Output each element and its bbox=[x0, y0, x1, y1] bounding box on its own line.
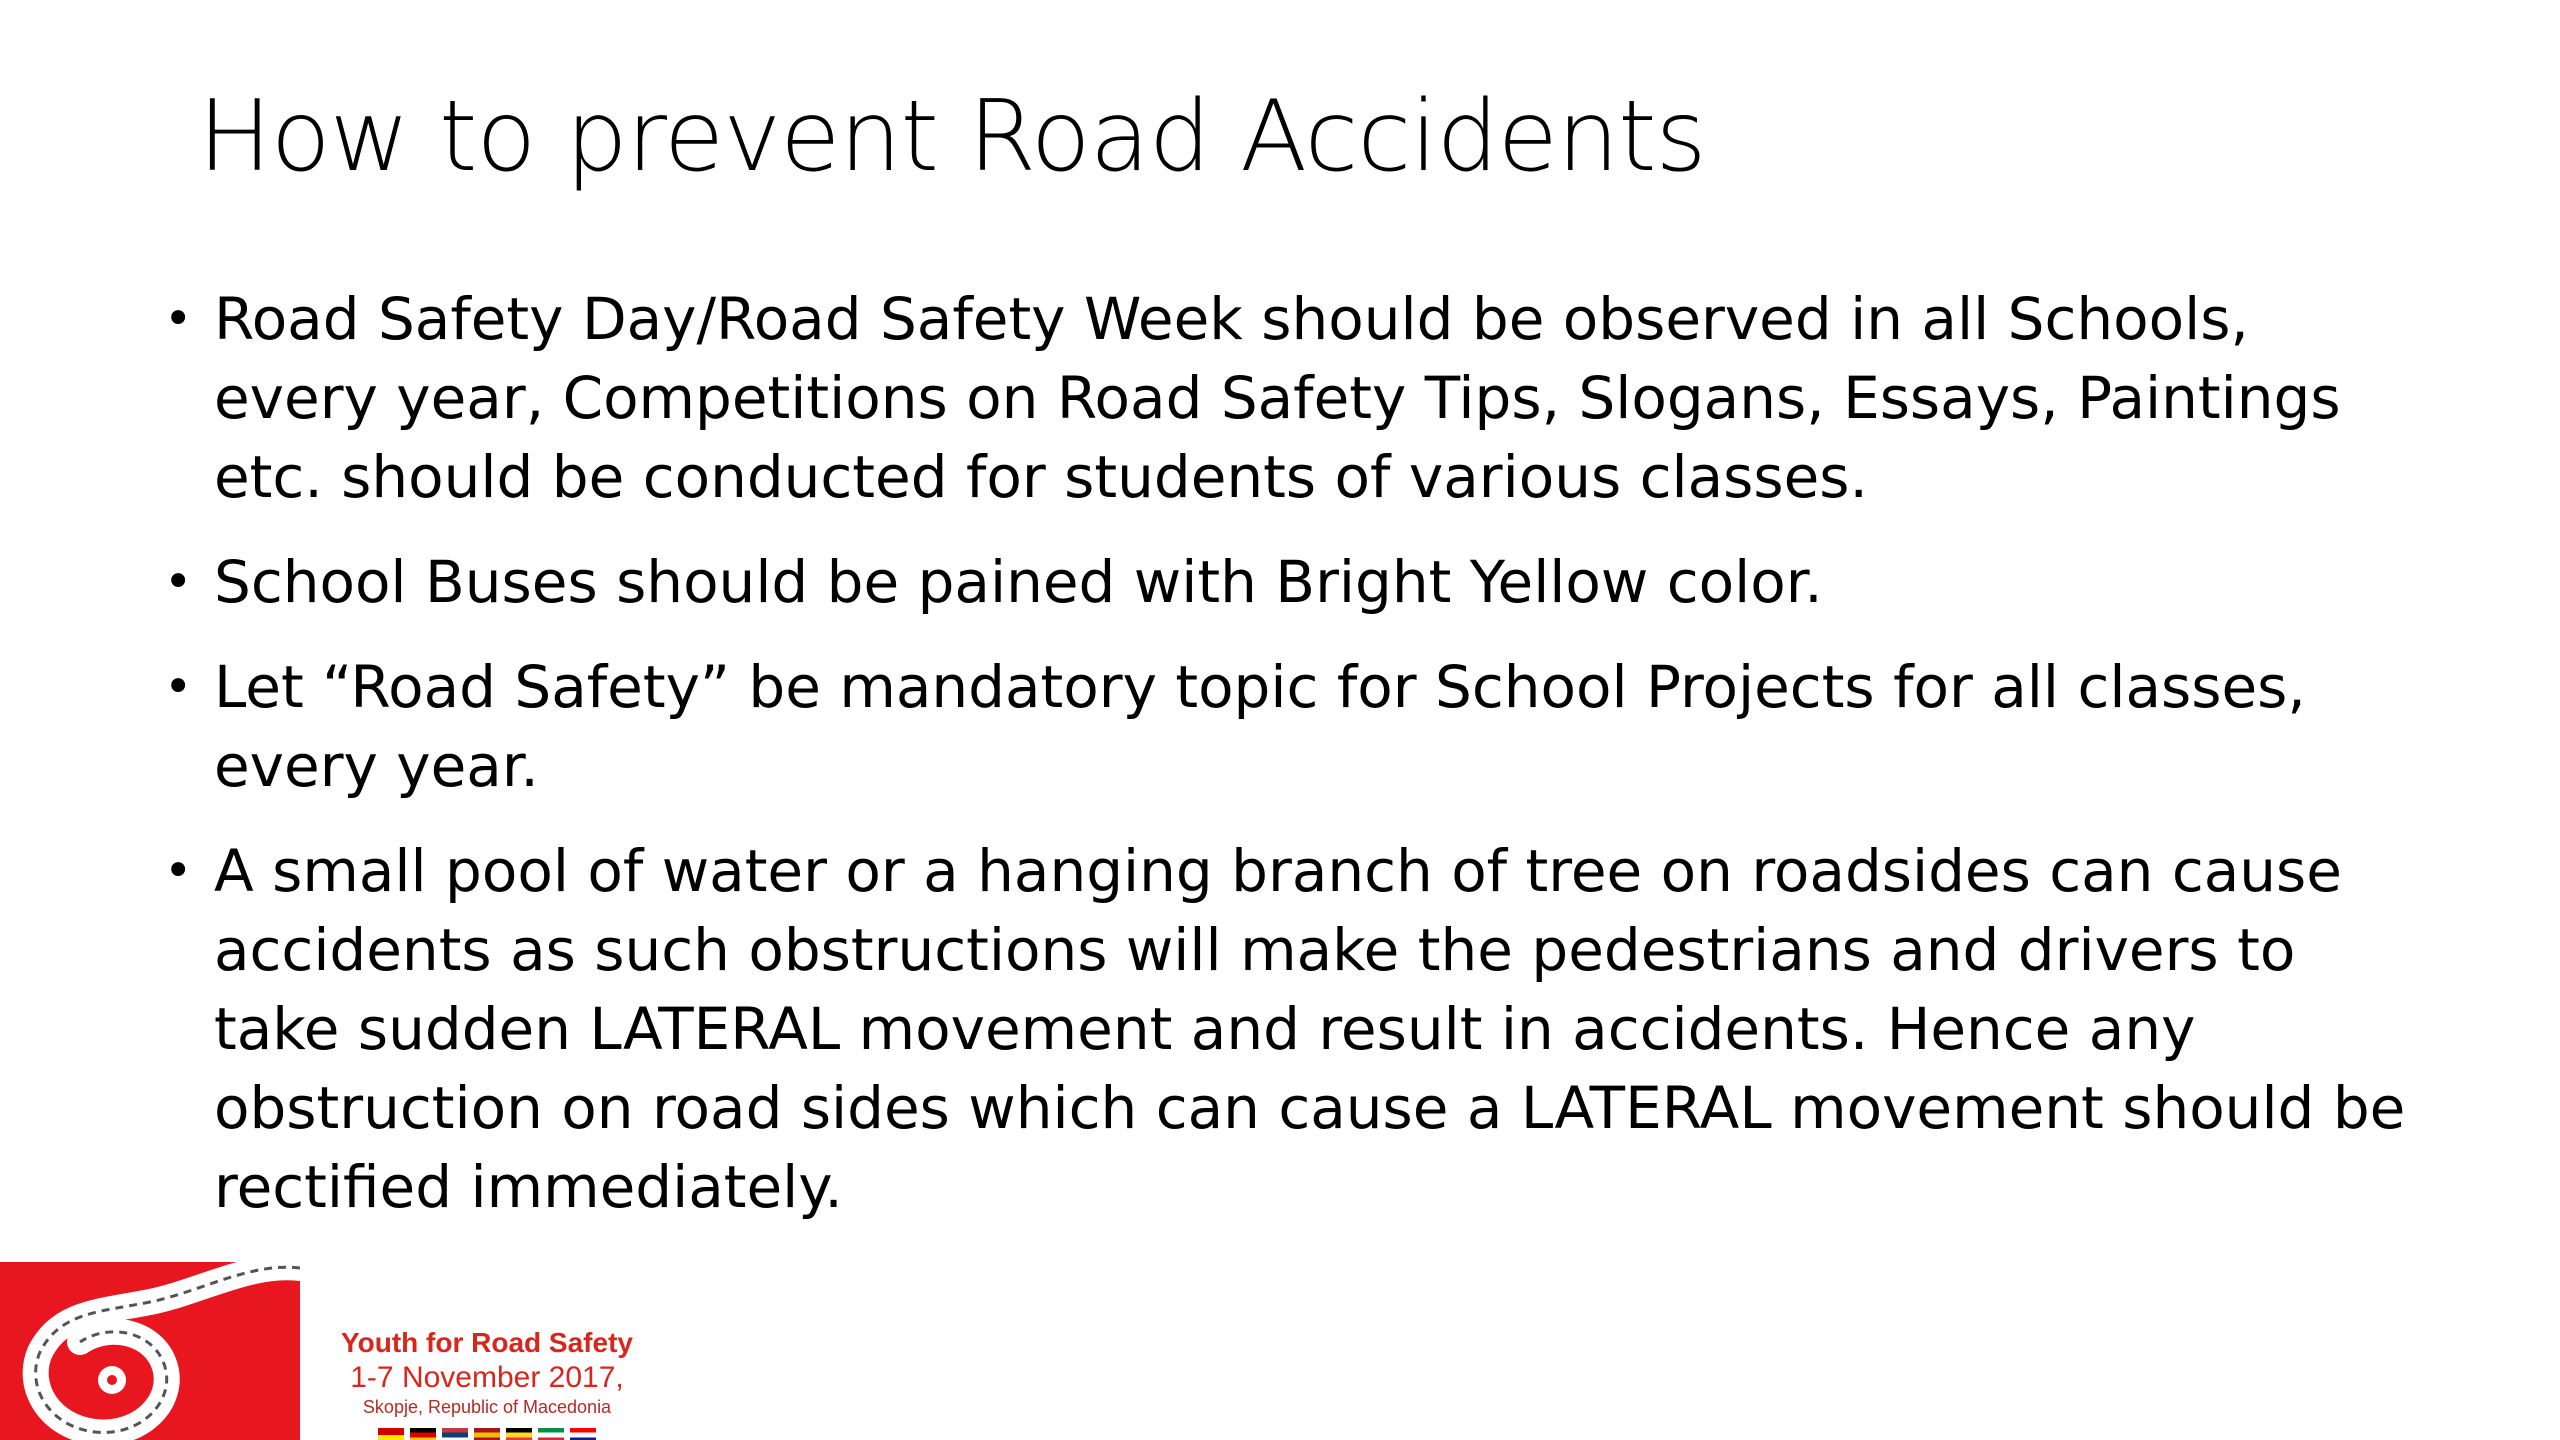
serbia-flag-icon bbox=[442, 1428, 468, 1440]
bullet-item bbox=[150, 648, 2410, 806]
germany-flag-icon bbox=[410, 1428, 436, 1440]
bullet-item bbox=[150, 280, 2410, 517]
spain-flag-icon bbox=[474, 1428, 500, 1440]
bullet-icon: • bbox=[164, 659, 193, 715]
bullet-icon: • bbox=[164, 843, 193, 899]
belgium-flag-icon bbox=[506, 1428, 532, 1440]
macedonia-flag-icon bbox=[378, 1428, 404, 1440]
bullet-icon: • bbox=[164, 291, 193, 347]
bullet-text: School Buses should be pained with Bright Yellow color. bbox=[214, 548, 1823, 616]
bullet-item bbox=[150, 543, 2410, 622]
slide-title: How to prevent Road Accidents bbox=[198, 80, 1706, 194]
event-location: Skopje, Republic of Macedonia bbox=[362, 1397, 612, 1417]
bullet-text: A small pool of water or a hanging branch of tree on roadsides can cause accidents as such obstructions will make the pedestrians and drivers to take sudden LATERAL movement and result in accidents. Hence any obstruction on road sides which can cause a LATERAL movement should be rectified immediately. bbox=[214, 837, 2406, 1221]
bullet-text: Road Safety Day/Road Safety Week should be observed in all Schools, every year, Competitions on Road Safety Tips, Slogans, Essays, Paintings etc. should be conducted for students of various classes. bbox=[214, 285, 2341, 511]
flags-row bbox=[312, 1428, 662, 1440]
event-dates: 1-7 November 2017, bbox=[350, 1361, 624, 1394]
bullet-text: Let “Road Safety” be mandatory topic for School Projects for all classes, every year. bbox=[214, 653, 2306, 800]
italy-flag-icon bbox=[538, 1428, 564, 1440]
road-logo-icon bbox=[0, 1262, 300, 1440]
event-info bbox=[312, 1326, 662, 1440]
bullet-icon: • bbox=[164, 554, 193, 610]
event-title: Youth for Road Safety bbox=[341, 1327, 633, 1358]
croatia-flag-icon bbox=[570, 1428, 596, 1440]
bullet-list bbox=[150, 280, 2410, 1253]
bullet-item bbox=[150, 832, 2410, 1227]
